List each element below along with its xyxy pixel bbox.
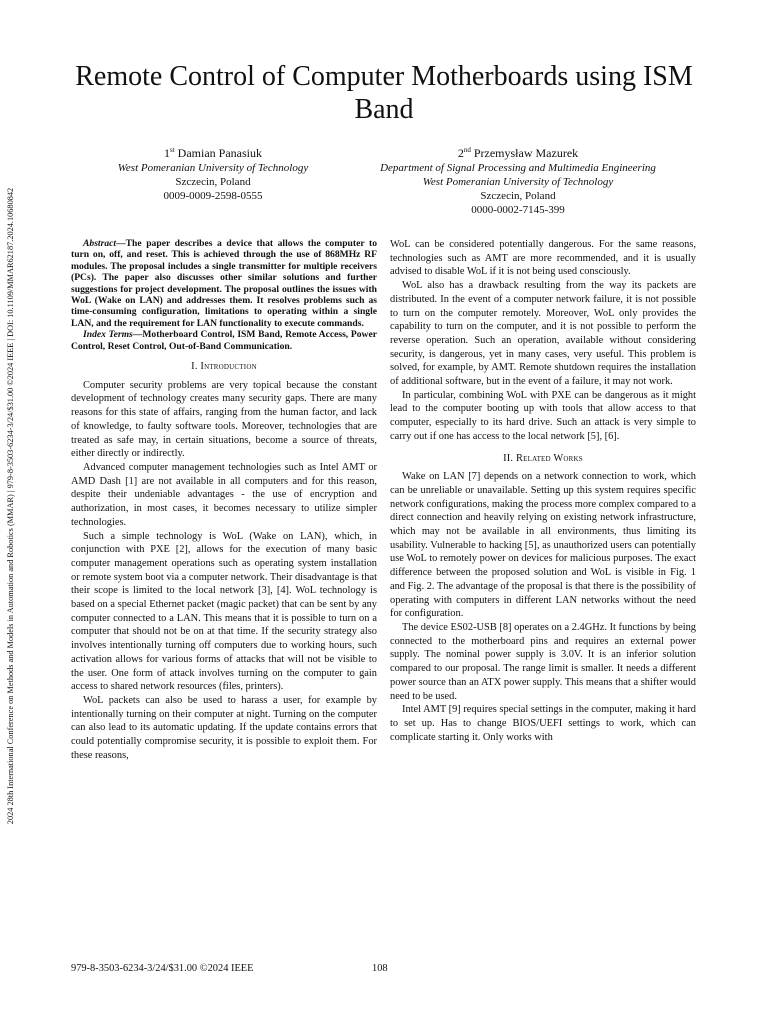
- index-terms-label: Index Terms: [83, 329, 133, 341]
- paragraph: The device ES02-USB [8] operates on a 2.4GHz. It functions by being connected to the motherboard pins and requires an external power supply. The nominal power supply is 3.0V. It is an inferior solution compared to our proposal. The range limit is smaller. It needs a different power source than an ATX power supply. This means that a shifter would need to be used.: [390, 621, 696, 702]
- author-affiliation: West Pomeranian University of Technology: [117, 162, 309, 174]
- author-ordinal: 2: [457, 146, 464, 160]
- paragraph: WoL can be considered potentially dangerous. For the same reasons, technologies such as AMT are more recommended, and it is usually advised to disable WoL if it is not being used consciously.: [390, 239, 696, 278]
- paragraph: Intel AMT [9] requires special settings in the computer, making it hard to set up. Has to change BIOS/UEFI settings to work, which can complicate starting it. Only works with: [390, 704, 696, 743]
- author-name: Damian Panasiuk: [177, 146, 262, 160]
- index-terms-text: —Motherboard Control, ISM Band, Remote Access, Power Control, Reset Control, Out-of-Band Communication.: [71, 329, 377, 352]
- author-affiliation: Department of Signal Processing and Multimedia Engineering: [380, 162, 656, 174]
- section-heading-introduction: I. Introduction: [191, 361, 257, 373]
- paragraph: WoL packets can also be used to harass a user, for example by intentionally turning on their computer at night. Turning on the computer can also lead to its automatic updating. If the update contains errors that could potentially compromise security, it is possible to exploit them. For these reasons,: [71, 694, 377, 761]
- abstract-label: Abstract: [83, 238, 117, 249]
- right-column: [390, 238, 696, 744]
- author-location: Szczecin, Poland: [480, 190, 556, 202]
- author-ordinal-suffix: st: [170, 146, 175, 154]
- paragraph: Wake on LAN [7] depends on a network connection to work, which can be unreliable or unavailable. Setting up this system requires specific network configurations, making the process more complex compared to a direct connection and heavily relying on existing network infrastructure, which may not be available in all environments, thus limiting its usability. Vulnerable to hacking [5], as unauthorized users can potentially use WoL to remotely power on devices for malicious purposes. The exact difference between the proposed solution and WoL is visible in Fig. 1 and Fig. 2. The advantage of the proposal is that there is the possibility of operating with computers in different LAN networks without the need for configuration.: [390, 471, 696, 620]
- abstract: [71, 238, 377, 329]
- index-terms: [71, 329, 377, 352]
- abstract-text: —The paper describes a device that allows the computer to turn on, off, and reset. This is achieved through the use of 868MHz RF modules. The proposal includes a single transmitter for multiple receivers (PCs). The paper also discusses other similar solutions and further suggestions for project development. The proposal outlines the issues with WoL (Wake on LAN) and addresses them. It resolves problems such as time-consuming configuration, limitations to operating within a single LAN, and the requirement for LAN functionality to execute commands.: [71, 238, 377, 329]
- author-orcid: 0000-0002-7145-399: [471, 204, 565, 216]
- footer-isbn: 979-8-3503-6234-3/24/$31.00 ©2024 IEEE: [71, 963, 254, 974]
- author-name: Przemysław Mazurek: [473, 146, 579, 160]
- paragraph: In particular, combining WoL with PXE can be dangerous as it might lead to the computer booting up with tools that allow access to that computer, especially to its hard drive. Such an attack is very simple to carry out if one has access to the local network [5], [6].: [390, 389, 696, 442]
- paragraph: Computer security problems are very topical because the constant development of technology creates many security gaps. There are many reasons for this state of affairs, ranging from the human factor, and lack of knowledge, to faulty software tools. Moreover, technologies that are treated as safe may, in certain situations, become a source of threats, either directly or indirectly.: [71, 379, 377, 460]
- author-ordinal-suffix: nd: [463, 146, 471, 154]
- paper-title: Remote Control of Computer Motherboards using ISM Band: [75, 61, 693, 125]
- author-block-1: [100, 142, 326, 203]
- author-affiliation: West Pomeranian University of Technology: [422, 176, 614, 188]
- paragraph: WoL also has a drawback resulting from the way its packets are distributed. In the event of a computer network failure, it is not possible to turn on the computer remotely. Moreover, WoL only provides the capability to turn on the computer, and it is not possible to perform the reverse operation. Such an operation, available without considering security, is dangerous, yet in many cases, very useful. This problem is solved, for example, by AMT. Remote shutdown requires the installation of additional software, but in the event of a failure, it may not work.: [390, 280, 696, 388]
- left-column: [71, 238, 377, 762]
- conference-side-note: 2024 28th International Conference on Methods and Models in Automation and Robotics (MMAR) | 979-8-3503-6234-3/24/$31.00 ©2024 IEEE | DOI: 10.1109/MMAR62187.2024.10680842: [6, 187, 15, 825]
- paragraph: Such a simple technology is WoL (Wake on LAN), which, in conjunction with PXE [2], allows for the execution of many basic computer management operations such as operating system installation or remote system boot via a computer network. Their disadvantage is that their scope is limited to the local network [3], [4]. WoL technology is based on a special Ethernet packet (magic packet) that can be sent by any computer connected to a LAN. This means that it is possible to turn on a computer that should not be on at that time. If the security strategy also involves intentionally turning off computers due to working hours, such activation allows for various forms of attacks that will not be visible to the user. One form of attack involves turning on the computer to gain access to shared network resources (files, printers).: [71, 530, 377, 693]
- author-orcid: 0009-0009-2598-0555: [163, 190, 263, 202]
- page-number: 108: [372, 963, 388, 974]
- author-location: Szczecin, Poland: [175, 176, 251, 188]
- author-ordinal: 1: [164, 146, 170, 160]
- author-block-2: [350, 142, 686, 217]
- paragraph: Advanced computer management technologies such as Intel AMT or AMD Dash [1] are not available in all computers and for this reason, despite their undeniable advantages - the use of encryption and authorization, in most cases, it becomes necessary to utilize simpler technologies.: [71, 461, 377, 528]
- section-heading-related-works: II. Related Works: [503, 452, 583, 464]
